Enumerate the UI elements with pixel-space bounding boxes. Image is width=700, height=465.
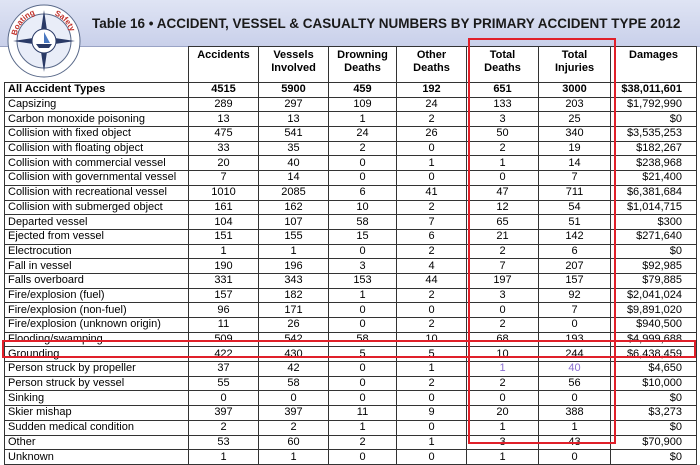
table-row (5, 318, 697, 333)
cell: 0 (397, 171, 467, 186)
cell: 20 (189, 156, 259, 171)
cell: 6 (397, 229, 467, 244)
cell: 297 (259, 97, 329, 112)
cell: 2 (467, 141, 539, 156)
cell: $300 (611, 215, 697, 230)
cell: 5 (329, 347, 397, 362)
table-row (5, 215, 697, 230)
cell: 142 (539, 229, 611, 244)
cell: 0 (397, 450, 467, 465)
cell: 5900 (259, 83, 329, 98)
cell: 0 (189, 391, 259, 406)
column-header: Damages (611, 47, 697, 83)
cell: 50 (467, 127, 539, 142)
row-label: Grounding (5, 347, 189, 362)
cell: $6,438,459 (611, 347, 697, 362)
cell: 0 (329, 318, 397, 333)
cell: 397 (189, 406, 259, 421)
cell: 2 (467, 376, 539, 391)
cell: 0 (329, 362, 397, 377)
column-header: Total Injuries (539, 47, 611, 83)
cell: 509 (189, 332, 259, 347)
cell: $1,014,715 (611, 200, 697, 215)
cell: 0 (329, 303, 397, 318)
row-label: Person struck by propeller (5, 362, 189, 377)
column-header: Vessels Involved (259, 47, 329, 83)
cell: 40 (259, 156, 329, 171)
cell: 109 (329, 97, 397, 112)
table-row (5, 273, 697, 288)
cell: 1 (259, 244, 329, 259)
cell: $92,985 (611, 259, 697, 274)
cell: 153 (329, 273, 397, 288)
cell: 1 (467, 450, 539, 465)
cell: 244 (539, 347, 611, 362)
row-label: Fire/explosion (unknown origin) (5, 318, 189, 333)
cell: 0 (539, 450, 611, 465)
cell: $3,535,253 (611, 127, 697, 142)
corner-cell (5, 47, 189, 83)
cell: $271,640 (611, 229, 697, 244)
table-row (5, 200, 697, 215)
cell: 41 (397, 185, 467, 200)
cell: 1 (259, 450, 329, 465)
cell: $940,500 (611, 318, 697, 333)
cell: 3 (467, 435, 539, 450)
cell: 7 (539, 171, 611, 186)
cell: 182 (259, 288, 329, 303)
cell: $21,400 (611, 171, 697, 186)
cell: 0 (259, 391, 329, 406)
column-header: Drowning Deaths (329, 47, 397, 83)
table-row (5, 435, 697, 450)
cell: 3 (329, 259, 397, 274)
cell: 162 (259, 200, 329, 215)
cell: 107 (259, 215, 329, 230)
cell: 11 (189, 318, 259, 333)
cell: 2 (397, 200, 467, 215)
row-label: Collision with floating object (5, 141, 189, 156)
cell: 40 (539, 362, 611, 377)
cell: 7 (467, 259, 539, 274)
cell: 60 (259, 435, 329, 450)
cell: 0 (539, 318, 611, 333)
cell: 54 (539, 200, 611, 215)
cell: 343 (259, 273, 329, 288)
table-row (5, 347, 697, 362)
cell: $0 (611, 244, 697, 259)
logo-top-text: Boating (9, 7, 37, 37)
cell: 44 (397, 273, 467, 288)
table-row (5, 332, 697, 347)
cell: 397 (259, 406, 329, 421)
cell: 0 (397, 141, 467, 156)
row-label: Skier mishap (5, 406, 189, 421)
cell: 6 (329, 185, 397, 200)
cell: 19 (539, 141, 611, 156)
table-row (5, 420, 697, 435)
cell: 0 (397, 420, 467, 435)
row-label: Flooding/swamping (5, 332, 189, 347)
total-row (5, 83, 697, 98)
row-label: Capsizing (5, 97, 189, 112)
table-row (5, 112, 697, 127)
cell: 3 (467, 112, 539, 127)
row-label: Falls overboard (5, 273, 189, 288)
cell: 68 (467, 332, 539, 347)
cell: 155 (259, 229, 329, 244)
cell: 4515 (189, 83, 259, 98)
row-label: Person struck by vessel (5, 376, 189, 391)
cell: 25 (539, 112, 611, 127)
cell: 35 (259, 141, 329, 156)
cell: 7 (189, 171, 259, 186)
cell: 9 (397, 406, 467, 421)
cell: 1 (467, 156, 539, 171)
cell: 6 (539, 244, 611, 259)
cell: 56 (539, 376, 611, 391)
cell: 21 (467, 229, 539, 244)
cell: $0 (611, 112, 697, 127)
cell: $1,792,990 (611, 97, 697, 112)
cell: $4,650 (611, 362, 697, 377)
row-label: Sudden medical condition (5, 420, 189, 435)
column-header-row (5, 47, 697, 83)
table-row (5, 141, 697, 156)
table-row (5, 376, 697, 391)
cell: 0 (467, 171, 539, 186)
cell: $0 (611, 450, 697, 465)
row-label: Collision with commercial vessel (5, 156, 189, 171)
cell: 3 (467, 288, 539, 303)
cell: 711 (539, 185, 611, 200)
row-label: Collision with fixed object (5, 127, 189, 142)
cell: 459 (329, 83, 397, 98)
cell: 340 (539, 127, 611, 142)
cell: $10,000 (611, 376, 697, 391)
cell: 541 (259, 127, 329, 142)
cell: 47 (467, 185, 539, 200)
cell: 2 (189, 420, 259, 435)
cell: 388 (539, 406, 611, 421)
cell: 58 (329, 215, 397, 230)
cell: 1 (189, 450, 259, 465)
table-row (5, 362, 697, 377)
cell: $0 (611, 420, 697, 435)
row-label: Other (5, 435, 189, 450)
cell: 1010 (189, 185, 259, 200)
table-row (5, 259, 697, 274)
cell: 14 (539, 156, 611, 171)
cell: 157 (189, 288, 259, 303)
cell: 4 (397, 259, 467, 274)
cell: 13 (189, 112, 259, 127)
cell: 1 (539, 420, 611, 435)
table-row (5, 127, 697, 142)
cell: 2 (259, 420, 329, 435)
cell: 58 (259, 376, 329, 391)
cell: 1 (329, 288, 397, 303)
table-row (5, 303, 697, 318)
cell: 161 (189, 200, 259, 215)
cell: $9,891,020 (611, 303, 697, 318)
cell: 2 (397, 318, 467, 333)
cell: 33 (189, 141, 259, 156)
table-row (5, 244, 697, 259)
table-row (5, 406, 697, 421)
cell: $38,011,601 (611, 83, 697, 98)
cell: 15 (329, 229, 397, 244)
cell: 1 (397, 156, 467, 171)
cell: 133 (467, 97, 539, 112)
table-row (5, 450, 697, 465)
cell: 13 (259, 112, 329, 127)
cell: 289 (189, 97, 259, 112)
cell: $70,900 (611, 435, 697, 450)
table-row (5, 229, 697, 244)
table-row (5, 288, 697, 303)
cell: 20 (467, 406, 539, 421)
cell: 422 (189, 347, 259, 362)
cell: $4,999,688 (611, 332, 697, 347)
cell: 96 (189, 303, 259, 318)
row-label: Departed vessel (5, 215, 189, 230)
cell: 0 (329, 156, 397, 171)
column-header: Other Deaths (397, 47, 467, 83)
row-label: Collision with governmental vessel (5, 171, 189, 186)
cell: $6,381,684 (611, 185, 697, 200)
cell: 151 (189, 229, 259, 244)
cell: 331 (189, 273, 259, 288)
cell: 192 (397, 83, 467, 98)
cell: $79,885 (611, 273, 697, 288)
cell: 1 (329, 112, 397, 127)
cell: 2085 (259, 185, 329, 200)
cell: 10 (397, 332, 467, 347)
cell: 2 (329, 141, 397, 156)
column-header: Total Deaths (467, 47, 539, 83)
cell: 2 (467, 318, 539, 333)
cell: 0 (329, 171, 397, 186)
row-label: Sinking (5, 391, 189, 406)
cell: 430 (259, 347, 329, 362)
cell: 37 (189, 362, 259, 377)
cell: 51 (539, 215, 611, 230)
cell: $182,267 (611, 141, 697, 156)
row-label: Carbon monoxide poisoning (5, 112, 189, 127)
cell: 1 (189, 244, 259, 259)
cell: 207 (539, 259, 611, 274)
cell: 12 (467, 200, 539, 215)
accident-table (4, 46, 697, 465)
cell: 10 (467, 347, 539, 362)
table-row (5, 156, 697, 171)
cell: 196 (259, 259, 329, 274)
cell: 171 (259, 303, 329, 318)
cell: 475 (189, 127, 259, 142)
cell: 0 (539, 391, 611, 406)
cell: 0 (467, 303, 539, 318)
cell: 193 (539, 332, 611, 347)
cell: 7 (397, 215, 467, 230)
cell: 104 (189, 215, 259, 230)
cell: 190 (189, 259, 259, 274)
cell: 65 (467, 215, 539, 230)
cell: $238,968 (611, 156, 697, 171)
column-header: Accidents (189, 47, 259, 83)
cell: 26 (397, 127, 467, 142)
table-row (5, 391, 697, 406)
cell: 2 (397, 376, 467, 391)
cell: 14 (259, 171, 329, 186)
row-label: All Accident Types (5, 83, 189, 98)
row-label: Collision with recreational vessel (5, 185, 189, 200)
cell: 0 (329, 244, 397, 259)
logo-right-text: Safety (53, 8, 77, 33)
cell: 0 (329, 450, 397, 465)
cell: 1 (467, 420, 539, 435)
cell: 92 (539, 288, 611, 303)
cell: 651 (467, 83, 539, 98)
cell: 1 (329, 420, 397, 435)
cell: 5 (397, 347, 467, 362)
cell: 42 (259, 362, 329, 377)
cell: 0 (329, 376, 397, 391)
cell: 43 (539, 435, 611, 450)
row-label: Unknown (5, 450, 189, 465)
cell: 2 (397, 112, 467, 127)
table-row (5, 185, 697, 200)
cell: 1 (467, 362, 539, 377)
row-label: Fall in vessel (5, 259, 189, 274)
cell: 55 (189, 376, 259, 391)
cell: $2,041,024 (611, 288, 697, 303)
cell: 0 (397, 391, 467, 406)
cell: 197 (467, 273, 539, 288)
cell: 3000 (539, 83, 611, 98)
row-label: Ejected from vessel (5, 229, 189, 244)
cell: 26 (259, 318, 329, 333)
cell: 0 (397, 303, 467, 318)
cell: 2 (397, 244, 467, 259)
cell: 53 (189, 435, 259, 450)
cell: $3,273 (611, 406, 697, 421)
cell: 2 (397, 288, 467, 303)
cell: 0 (467, 391, 539, 406)
cell: 10 (329, 200, 397, 215)
cell: 58 (329, 332, 397, 347)
row-label: Fire/explosion (non-fuel) (5, 303, 189, 318)
row-label: Electrocution (5, 244, 189, 259)
cell: 24 (329, 127, 397, 142)
row-label: Collision with submerged object (5, 200, 189, 215)
cell: 0 (329, 391, 397, 406)
cell: 1 (397, 435, 467, 450)
cell: 2 (467, 244, 539, 259)
cell: 203 (539, 97, 611, 112)
cell: $0 (611, 391, 697, 406)
table-row (5, 171, 697, 186)
cell: 24 (397, 97, 467, 112)
cell: 157 (539, 273, 611, 288)
page-title: Table 16 • ACCIDENT, VESSEL & CASUALTY NUMBERS BY PRIMARY ACCIDENT TYPE 2012 (92, 16, 681, 31)
cell: 542 (259, 332, 329, 347)
cell: 2 (329, 435, 397, 450)
row-label: Fire/explosion (fuel) (5, 288, 189, 303)
cell: 11 (329, 406, 397, 421)
cell: 7 (539, 303, 611, 318)
table-row (5, 97, 697, 112)
cell: 1 (397, 362, 467, 377)
